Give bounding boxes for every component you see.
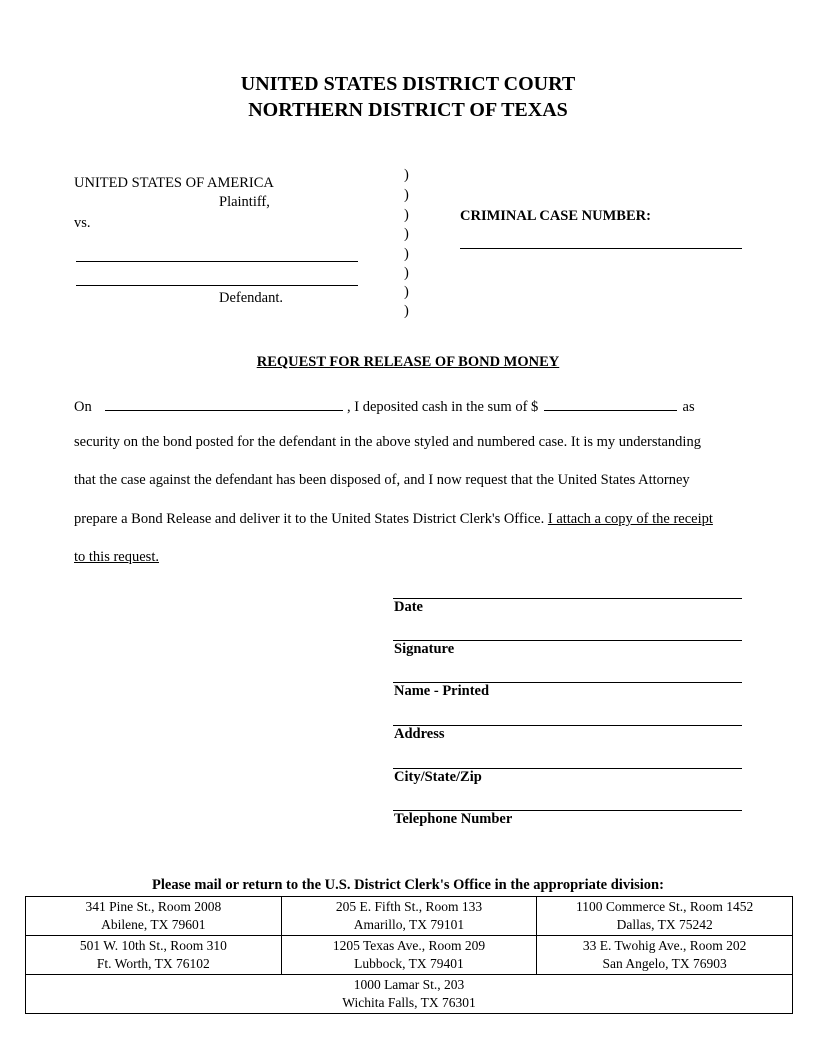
case-number-line[interactable] bbox=[460, 248, 742, 249]
body-line-1 bbox=[74, 396, 695, 416]
caption-paren: ) bbox=[404, 284, 409, 300]
division-street: 33 E. Twohig Ave., Room 202 bbox=[582, 938, 747, 953]
caption-paren: ) bbox=[404, 303, 409, 319]
division-city: Wichita Falls, TX 76301 bbox=[342, 995, 476, 1010]
division-fort-worth bbox=[26, 936, 282, 975]
court-title: UNITED STATES DISTRICT COURT bbox=[240, 73, 576, 95]
city-state-zip-label: City/State/Zip bbox=[394, 769, 482, 785]
on-label: On bbox=[74, 399, 92, 415]
caption-paren: ) bbox=[404, 187, 409, 203]
table-row bbox=[26, 975, 793, 1014]
division-street: 501 W. 10th St., Room 310 bbox=[79, 938, 227, 953]
division-city: Dallas, TX 75242 bbox=[616, 917, 713, 932]
division-street: 1000 Lamar St., 203 bbox=[353, 977, 465, 992]
body-line-2: security on the bond posted for the defendant in the above styled and numbered case. It is my understanding bbox=[74, 434, 701, 450]
address-line[interactable] bbox=[393, 725, 742, 726]
division-city: Lubbock, TX 79401 bbox=[354, 956, 464, 971]
body-line-4-plain: prepare a Bond Release and deliver it to the United States District Clerk's Office. bbox=[74, 511, 545, 527]
caption-paren: ) bbox=[404, 226, 409, 242]
signature-label: Signature bbox=[394, 641, 455, 657]
request-title: REQUEST FOR RELEASE OF BOND MONEY bbox=[256, 354, 560, 370]
division-amarillo bbox=[281, 897, 537, 936]
caption-paren: ) bbox=[404, 207, 409, 223]
telephone-label: Telephone Number bbox=[394, 811, 513, 827]
caption-paren: ) bbox=[404, 265, 409, 281]
as-text: as bbox=[682, 399, 695, 415]
division-street: 341 Pine St., Room 2008 bbox=[85, 899, 222, 914]
plaintiff-name: UNITED STATES OF AMERICA bbox=[74, 175, 274, 191]
amount-blank[interactable] bbox=[544, 396, 677, 411]
division-wichita-falls bbox=[26, 975, 793, 1014]
division-abilene bbox=[26, 897, 282, 936]
defendant-name-line-2[interactable] bbox=[76, 285, 358, 286]
date-line[interactable] bbox=[393, 598, 742, 599]
division-city: Ft. Worth, TX 76102 bbox=[96, 956, 210, 971]
divisions-table bbox=[25, 896, 793, 1014]
division-san-angelo bbox=[537, 936, 793, 975]
district-title: NORTHERN DISTRICT OF TEXAS bbox=[248, 99, 568, 121]
deposit-date-blank[interactable] bbox=[105, 396, 343, 411]
caption-paren: ) bbox=[404, 167, 409, 183]
name-printed-label: Name - Printed bbox=[394, 683, 490, 699]
body-line-5: to this request. bbox=[74, 549, 159, 565]
date-label: Date bbox=[394, 599, 423, 615]
deposited-text: , I deposited cash in the sum of $ bbox=[346, 399, 539, 415]
body-line-4-underlined: I attach a copy of the receipt bbox=[547, 511, 713, 527]
caption-paren: ) bbox=[404, 246, 409, 262]
vs-label: vs. bbox=[74, 215, 91, 231]
table-row bbox=[26, 897, 793, 936]
address-label: Address bbox=[394, 726, 445, 742]
plaintiff-label: Plaintiff, bbox=[219, 194, 270, 210]
division-city: Abilene, TX 79601 bbox=[101, 917, 206, 932]
divisions-heading: Please mail or return to the U.S. District Clerk's Office in the appropriate division: bbox=[152, 877, 664, 893]
division-dallas bbox=[537, 897, 793, 936]
division-city: San Angelo, TX 76903 bbox=[602, 956, 727, 971]
division-lubbock bbox=[281, 936, 537, 975]
defendant-name-line-1[interactable] bbox=[76, 261, 358, 262]
table-row bbox=[26, 936, 793, 975]
division-street: 1100 Commerce St., Room 1452 bbox=[576, 899, 754, 914]
defendant-label: Defendant. bbox=[219, 290, 284, 306]
division-street: 205 E. Fifth St., Room 133 bbox=[335, 899, 483, 914]
division-street: 1205 Texas Ave., Room 209 bbox=[332, 938, 486, 953]
body-line-3: that the case against the defendant has been disposed of, and I now request that the United States Attorney bbox=[74, 472, 690, 488]
division-city: Amarillo, TX 79101 bbox=[353, 917, 465, 932]
body-line-4 bbox=[74, 511, 713, 528]
case-number-label: CRIMINAL CASE NUMBER: bbox=[460, 208, 651, 224]
